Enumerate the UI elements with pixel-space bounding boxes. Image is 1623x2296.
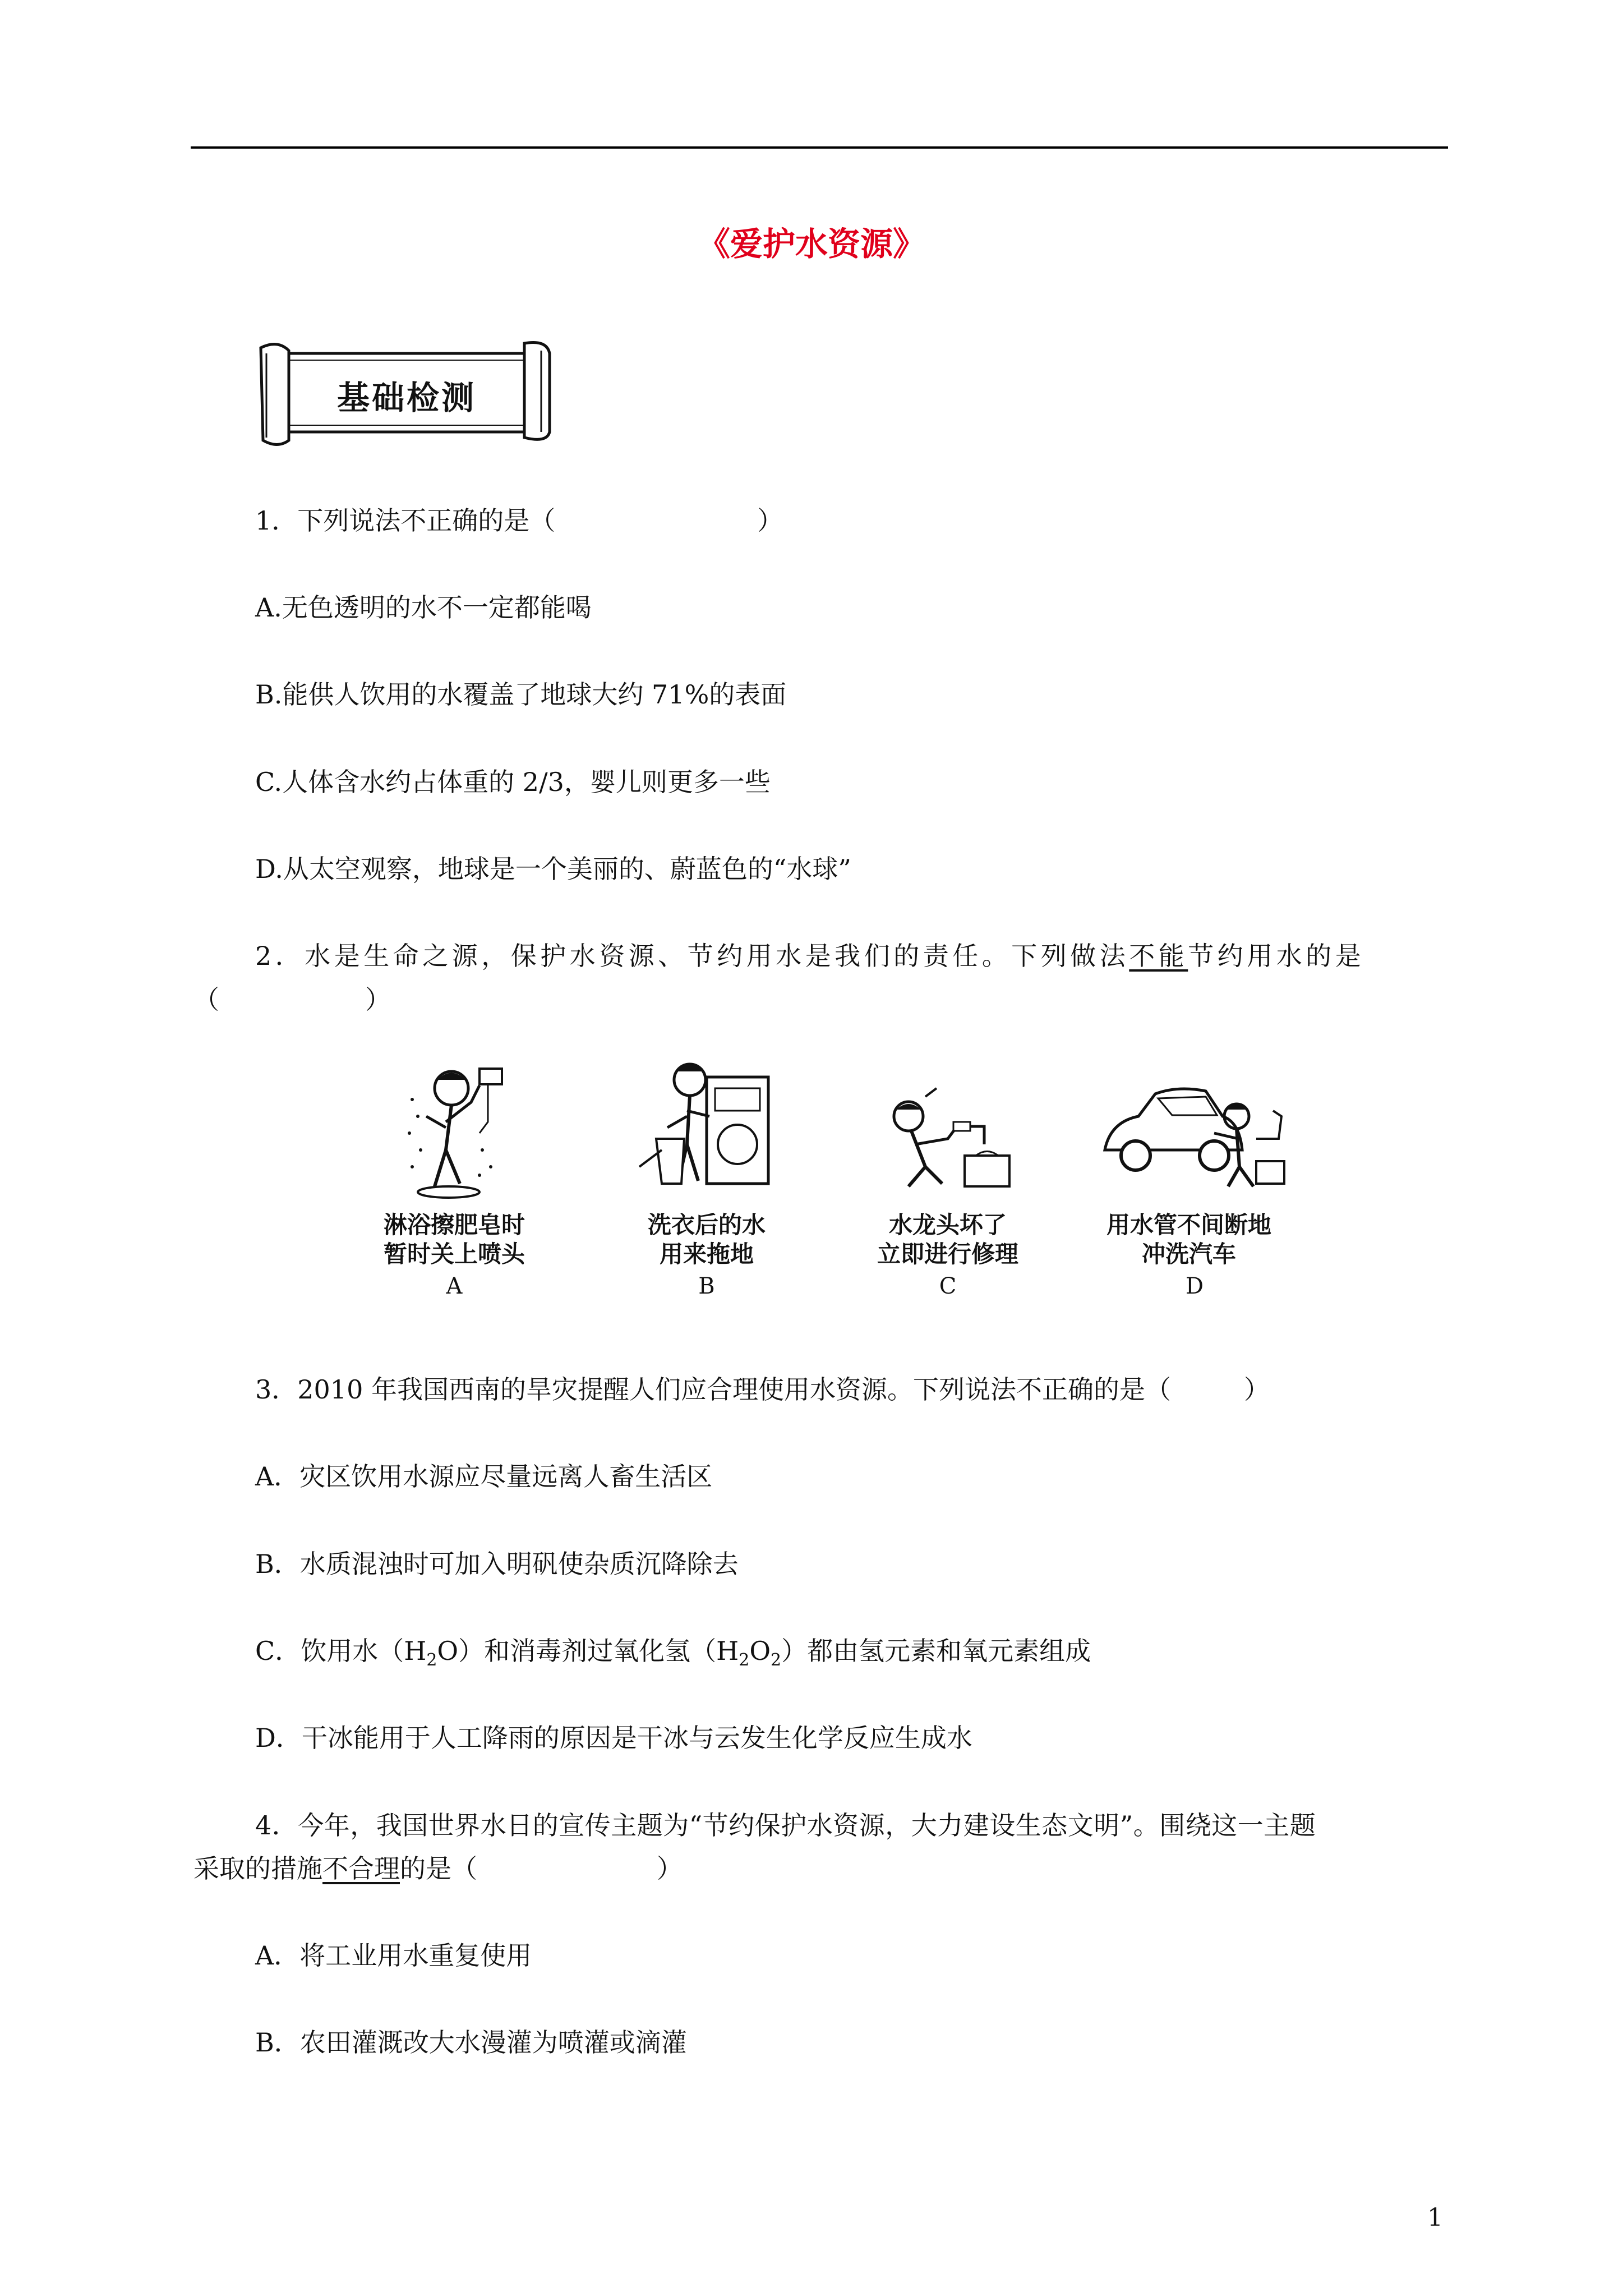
q2-image-d <box>1094 1055 1295 1307</box>
q1-option-c: C.人体含水约占体重的 2/3，婴儿则更多一些 <box>255 767 771 797</box>
question-3-stem <box>255 1374 1270 1405</box>
q3-option-a: A．灾区饮用水源应尽量远离人畜生活区 <box>255 1461 713 1492</box>
q3-option-b: B．水质混浊时可加入明矾使杂质沉降除去 <box>255 1549 739 1579</box>
section-banner <box>255 337 558 449</box>
subscript: 2 <box>739 1650 750 1671</box>
q2-image-b <box>623 1055 791 1307</box>
q2-open: （ <box>193 984 219 1015</box>
q2-label-c: C <box>939 1273 957 1299</box>
q4-option-b: B．农田灌溉改大水漫灌为喷灌或滴灌 <box>255 2027 687 2058</box>
subscript: 2 <box>426 1650 437 1671</box>
car-washing-illustration <box>1094 1055 1295 1200</box>
q4-option-a: A．将工业用水重复使用 <box>255 1940 532 1971</box>
q3-option-c-part3: O <box>749 1636 771 1666</box>
q3-option-c-part4: ）都由氢元素和氧元素组成 <box>781 1636 1091 1666</box>
section-banner-label: 基础检测 <box>336 379 476 417</box>
page-title: 《爱护水资源》 <box>697 225 925 263</box>
q3-option-c-part1: C．饮用水（H <box>255 1636 427 1666</box>
header-rule <box>191 146 1448 149</box>
q2-label-a: A <box>446 1273 463 1299</box>
q4-line2-b: 的是（ <box>400 1853 477 1884</box>
q2-caption-d-line1: 用水管不间断地 <box>1106 1211 1271 1239</box>
page-number: 1 <box>1427 2203 1443 2232</box>
q4-line2-underlined: 不合理 <box>322 1853 400 1884</box>
q2-image-a <box>370 1055 538 1307</box>
q1-option-b: B.能供人饮用的水覆盖了地球大约 71%的表面 <box>255 679 787 710</box>
q1-option-d: D.从太空观察，地球是一个美丽的、蔚蓝色的“水球” <box>255 854 851 884</box>
q1-stem-text: 1．下列说法不正确的是（ <box>255 505 556 536</box>
q2-figure <box>370 1055 1295 1307</box>
q3-stem-text: 3．2010 年我国西南的旱灾提醒人们应合理使用水资源。下列说法不正确的是（ <box>255 1374 1171 1405</box>
q2-close: ） <box>365 984 391 1015</box>
q2-caption-d-line2: 冲洗汽车 <box>1141 1240 1236 1268</box>
q1-close: ） <box>757 505 783 536</box>
question-4-line2 <box>193 1853 683 1884</box>
faucet-repair-illustration <box>864 1055 1032 1200</box>
q2-caption-c-line2: 立即进行修理 <box>877 1240 1018 1268</box>
q1-option-a: A.无色透明的水不一定都能喝 <box>255 592 592 623</box>
q2-stem-underlined: 不能 <box>1129 941 1188 971</box>
question-4-line1: 4．今年，我国世界水日的宣传主题为“节约保护水资源，大力建设生态文明”。围绕这一主题 <box>255 1810 1316 1841</box>
q2-stem-text-a: 2．水是生命之源，保护水资源、节约用水是我们的责任。下列做法 <box>255 941 1129 971</box>
question-1-stem <box>255 505 783 536</box>
shower-illustration <box>381 1055 550 1200</box>
q2-caption-b-line2: 用来拖地 <box>659 1240 754 1268</box>
q4-close: ） <box>657 1853 683 1884</box>
q4-line2-a: 采取的措施 <box>193 1853 322 1884</box>
question-2-stem <box>255 940 1364 972</box>
q2-label-b: B <box>698 1273 715 1299</box>
subscript: 2 <box>771 1650 782 1671</box>
q2-caption-c-line1: 水龙头坏了 <box>888 1211 1007 1239</box>
q2-caption-a-line1: 淋浴擦肥皂时 <box>383 1211 525 1239</box>
q3-option-c-part2: O）和消毒剂过氧化氢（H <box>437 1636 739 1666</box>
q2-caption-b-line1: 洗衣后的水 <box>647 1211 766 1239</box>
q2-caption-a-line2: 暂时关上喷头 <box>383 1240 525 1268</box>
q2-image-c <box>864 1055 1032 1307</box>
q3-option-d: D．干冰能用于人工降雨的原因是干冰与云发生化学反应生成水 <box>255 1723 972 1753</box>
question-2-blank-line <box>193 984 391 1015</box>
laundry-illustration <box>628 1055 796 1200</box>
q2-label-d: D <box>1185 1273 1204 1299</box>
q3-option-c <box>255 1635 1091 1676</box>
q2-stem-text-b: 节约用水的是 <box>1188 941 1365 971</box>
q3-close: ） <box>1243 1374 1270 1405</box>
